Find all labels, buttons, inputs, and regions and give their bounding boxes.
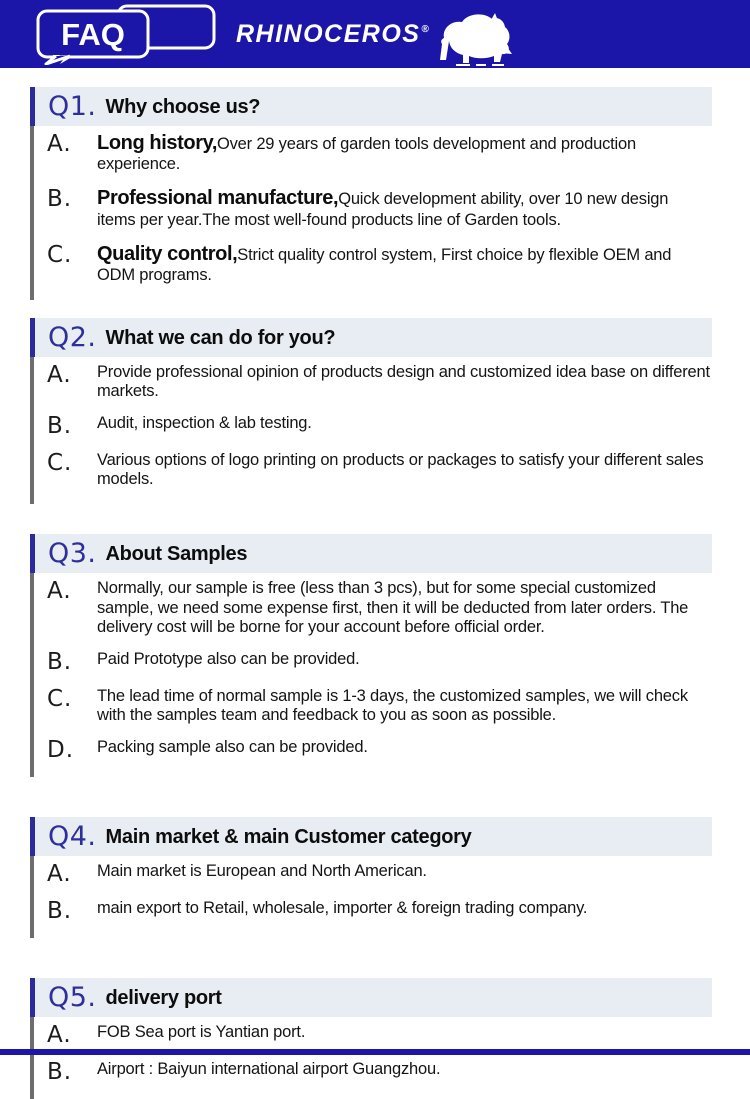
item-letter: B.	[47, 898, 73, 925]
footer-bar	[0, 1049, 750, 1055]
item-letter: C.	[47, 450, 73, 477]
item-letter: B.	[47, 413, 73, 440]
section-q1-heading	[30, 87, 712, 126]
item-letter: B.	[47, 648, 73, 675]
list-item	[34, 862, 712, 886]
item-text: Provide professional opinion of products design and customized idea base on different markets.	[97, 362, 710, 401]
rhino-logo-icon	[434, 8, 512, 66]
section-q5	[30, 978, 712, 1099]
list-item	[34, 1023, 712, 1047]
item-text: Normally, our sample is free (less than 3 pcs), but for some special customized sample, we need some expense first, then it will be deducted from later orders. The delivery cost will be borne for your account before official order.	[97, 579, 689, 636]
item-letter: A.	[47, 861, 72, 888]
item-text: FOB Sea port is Yantian port.	[97, 1023, 306, 1042]
list-item	[34, 132, 712, 174]
section-q5-items	[30, 1017, 712, 1099]
item-text: main export to Retail, wholesale, importer & foreign trading company.	[97, 899, 588, 918]
question-number: Q2.	[48, 321, 97, 353]
item-lead: Long history,	[97, 132, 217, 154]
section-q4-heading	[30, 817, 712, 856]
list-item	[34, 451, 712, 489]
item-text: The lead time of normal sample is 1-3 days, the customized samples, we will check with the samples team and feedback to you as soon as possible.	[97, 686, 688, 724]
section-q2-heading	[30, 318, 712, 357]
item-letter: D.	[47, 737, 75, 764]
section-q2-items	[30, 357, 712, 505]
list-item	[34, 899, 712, 923]
list-item	[34, 243, 712, 285]
question-number: Q1.	[48, 91, 97, 122]
item-lead: Professional manufacture,	[97, 187, 339, 210]
item-text: Audit, inspection & lab testing.	[97, 414, 312, 433]
question-title: Why choose us?	[105, 96, 261, 118]
item-text: Airport : Baiyun international airport Guangzhou.	[97, 1060, 441, 1079]
section-q3-items	[30, 573, 712, 777]
question-title: What we can do for you?	[105, 326, 336, 349]
faq-label: FAQ	[61, 17, 125, 52]
page-header	[0, 0, 750, 68]
item-letter: A.	[47, 578, 72, 605]
question-number: Q5.	[48, 982, 97, 1014]
list-item	[34, 363, 712, 401]
question-number: Q4.	[48, 821, 97, 853]
list-item	[34, 650, 712, 674]
section-q1-items	[30, 126, 712, 300]
item-text: Quality control,Strict quality control system, First choice by flexible OEM and ODM programs.	[97, 242, 672, 284]
question-title: delivery port	[105, 987, 222, 1010]
section-q2	[30, 318, 712, 505]
question-number: Q3.	[48, 538, 97, 570]
item-letter: A.	[47, 131, 72, 157]
item-text: Long history,Over 29 years of garden tools development and production experience.	[97, 132, 636, 174]
item-letter: A.	[47, 1022, 72, 1049]
item-letter: A.	[47, 361, 72, 388]
item-letter: B.	[47, 1059, 73, 1086]
question-title: Main market & main Customer category	[105, 826, 472, 849]
item-text: Paid Prototype also can be provided.	[97, 649, 360, 668]
item-text: Main market is European and North American.	[97, 862, 427, 881]
list-item	[34, 414, 712, 438]
list-item	[34, 687, 712, 725]
item-letter: C.	[47, 685, 73, 712]
list-item	[34, 1060, 712, 1084]
item-text: Professional manufacture,Quick development ability, over 10 new design items per year.The most well-found products line of Garden tools.	[97, 187, 669, 229]
section-q3-heading	[30, 534, 712, 573]
item-text: Various options of logo printing on products or packages to satisfy your different sales models.	[97, 451, 704, 489]
faq-content	[0, 68, 750, 1099]
section-q4-items	[30, 856, 712, 938]
section-q1	[30, 87, 712, 300]
list-item	[34, 187, 712, 229]
list-item	[34, 738, 712, 762]
item-text: Packing sample also can be provided.	[97, 738, 368, 757]
item-letter: C.	[47, 241, 73, 268]
list-item	[34, 579, 712, 636]
section-q4	[30, 817, 712, 938]
question-title: About Samples	[105, 543, 248, 566]
section-q5-heading	[30, 978, 712, 1017]
faq-speech-bubble-icon	[26, 3, 226, 65]
brand-name: RHINOCEROS®	[236, 19, 431, 48]
section-q3	[30, 534, 712, 777]
item-letter: B.	[47, 186, 73, 213]
registered-trademark: ®	[421, 24, 431, 36]
item-lead: Quality control,	[97, 242, 238, 265]
